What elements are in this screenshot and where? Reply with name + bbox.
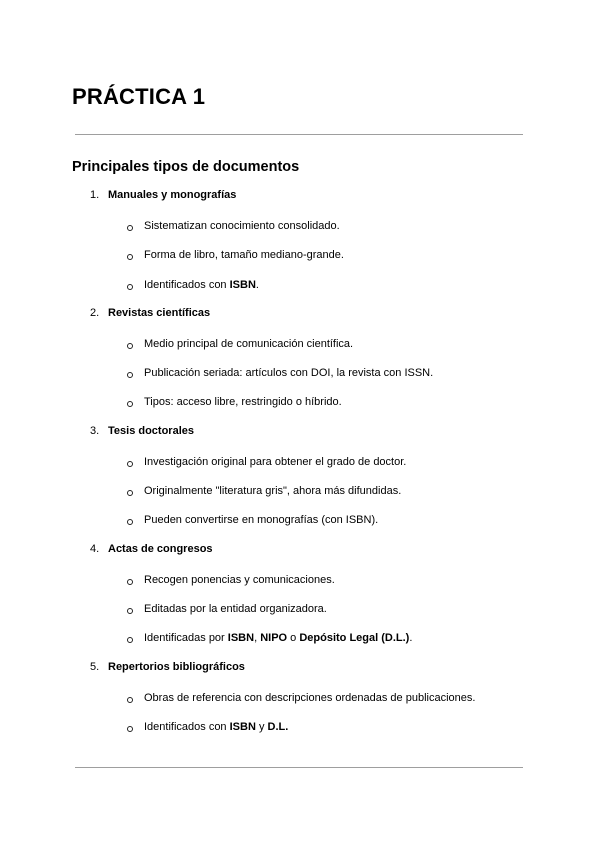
- sub-list-item-text: [144, 338, 353, 350]
- list-item-number: 2.: [90, 306, 100, 319]
- list-item: [0, 421, 600, 539]
- list-item: [0, 657, 600, 746]
- hollow-circle-bullet-icon: [127, 372, 133, 378]
- text-run: Editadas por la entidad organizadora.: [144, 602, 327, 615]
- sub-list: [0, 323, 600, 421]
- list-item: [0, 185, 600, 303]
- spacer: [0, 323, 600, 333]
- spacer: [0, 441, 600, 451]
- sub-list-item: [0, 333, 600, 362]
- sub-list-item: [0, 509, 600, 538]
- sub-list-item-text: [144, 367, 433, 379]
- hollow-circle-bullet-icon: [127, 637, 133, 643]
- text-run: Recogen ponencias y comunicaciones.: [144, 573, 335, 586]
- bottom-divider: [75, 767, 523, 768]
- hollow-circle-bullet-icon: [127, 579, 133, 585]
- sub-list-item: [0, 215, 600, 244]
- text-run: Medio principal de comunicación científica.: [144, 337, 354, 350]
- text-run: Identificadas por: [144, 632, 228, 645]
- sub-list-item-text: [144, 603, 327, 615]
- list-item: [0, 303, 600, 421]
- spacer: [0, 559, 600, 569]
- text-run: y: [255, 720, 268, 733]
- list-item-number: 4.: [90, 542, 100, 555]
- hollow-circle-bullet-icon: [127, 254, 133, 260]
- top-divider: [75, 134, 523, 135]
- document-types-list: [0, 185, 600, 745]
- bold-text: ISBN: [227, 632, 255, 645]
- sub-list-item-text: [144, 220, 340, 232]
- sub-list: [0, 677, 600, 746]
- sub-list: [0, 559, 600, 657]
- bold-text: ISBN: [229, 278, 256, 291]
- text-run: Identificados con: [144, 278, 230, 291]
- hollow-circle-bullet-icon: [127, 726, 133, 732]
- sub-list-item-text: [144, 692, 475, 704]
- hollow-circle-bullet-icon: [127, 343, 133, 349]
- hollow-circle-bullet-icon: [127, 401, 133, 407]
- bold-text: NIPO: [260, 632, 288, 645]
- sub-list-item-text: [144, 279, 259, 291]
- text-run: Investigación original para obtener el grado de doctor.: [144, 455, 407, 468]
- list-item-number: 3.: [90, 424, 100, 437]
- sub-list-item-text: [144, 249, 344, 261]
- text-run: o: [287, 632, 300, 645]
- text-run: Obras de referencia con descripciones ordenadas de publicaciones.: [144, 691, 476, 704]
- sub-list-item-text: [144, 574, 335, 586]
- sub-list-item: [0, 480, 600, 509]
- hollow-circle-bullet-icon: [127, 225, 133, 231]
- text-run: .: [255, 278, 259, 291]
- list-item-title: Actas de congresos: [108, 542, 213, 555]
- sub-list-item: [0, 687, 600, 716]
- list-item: [0, 539, 600, 657]
- spacer: [0, 205, 600, 215]
- sub-list-item-text: [144, 514, 378, 526]
- sub-list-item: [0, 244, 600, 273]
- hollow-circle-bullet-icon: [127, 697, 133, 703]
- text-run: Identificados con: [144, 720, 230, 733]
- list-item-title: Repertorios bibliográficos: [108, 660, 245, 673]
- sub-list: [0, 441, 600, 539]
- text-run: Sistematizan conocimiento consolidado.: [144, 220, 340, 232]
- bold-text: D.L.: [267, 720, 289, 733]
- list-item-title: Manuales y monografías: [108, 189, 237, 201]
- sub-list-item: [0, 627, 600, 656]
- sub-list-item-text: [144, 632, 412, 644]
- hollow-circle-bullet-icon: [127, 490, 133, 496]
- bold-text: ISBN: [229, 720, 256, 733]
- text-run: Originalmente "literatura gris", ahora más difundidas.: [144, 485, 402, 498]
- text-run: Pueden convertirse en monografías (con ISBN).: [144, 514, 379, 527]
- sub-list-item-text: [144, 721, 288, 733]
- hollow-circle-bullet-icon: [127, 284, 133, 290]
- list-item-heading: [0, 539, 600, 559]
- list-item-heading: [0, 657, 600, 677]
- sub-list-item: [0, 391, 600, 420]
- page-title: PRÁCTICA 1: [72, 84, 206, 109]
- list-item-title: Revistas científicas: [108, 306, 211, 319]
- section-title: Principales tipos de documentos: [72, 159, 300, 175]
- list-item-heading: [0, 303, 600, 323]
- sub-list-item: [0, 569, 600, 598]
- sub-list-item: [0, 362, 600, 391]
- text-run: ,: [254, 632, 261, 645]
- list-item-number: 5.: [90, 660, 100, 673]
- spacer: [0, 677, 600, 687]
- sub-list-item: [0, 274, 600, 303]
- text-run: .: [409, 632, 413, 645]
- list-item-number: 1.: [90, 189, 100, 201]
- sub-list-item-text: [144, 456, 406, 468]
- list-item-title: Tesis doctorales: [108, 424, 194, 437]
- hollow-circle-bullet-icon: [127, 461, 133, 467]
- text-run: Publicación seriada: artículos con DOI, la revista con ISSN.: [144, 367, 434, 380]
- sub-list-item: [0, 716, 600, 745]
- list-item-heading: [0, 421, 600, 441]
- bold-text: Depósito Legal (D.L.): [299, 632, 410, 645]
- text-run: Tipos: acceso libre, restringido o híbrido.: [144, 396, 342, 409]
- sub-list-item: [0, 451, 600, 480]
- sub-list-item-text: [144, 485, 401, 497]
- text-run: Forma de libro, tamaño mediano-grande.: [144, 249, 344, 262]
- list-item-heading: [0, 185, 600, 205]
- sub-list-item: [0, 598, 600, 627]
- sub-list: [0, 205, 600, 303]
- hollow-circle-bullet-icon: [127, 519, 133, 525]
- hollow-circle-bullet-icon: [127, 608, 133, 614]
- sub-list-item-text: [144, 396, 342, 408]
